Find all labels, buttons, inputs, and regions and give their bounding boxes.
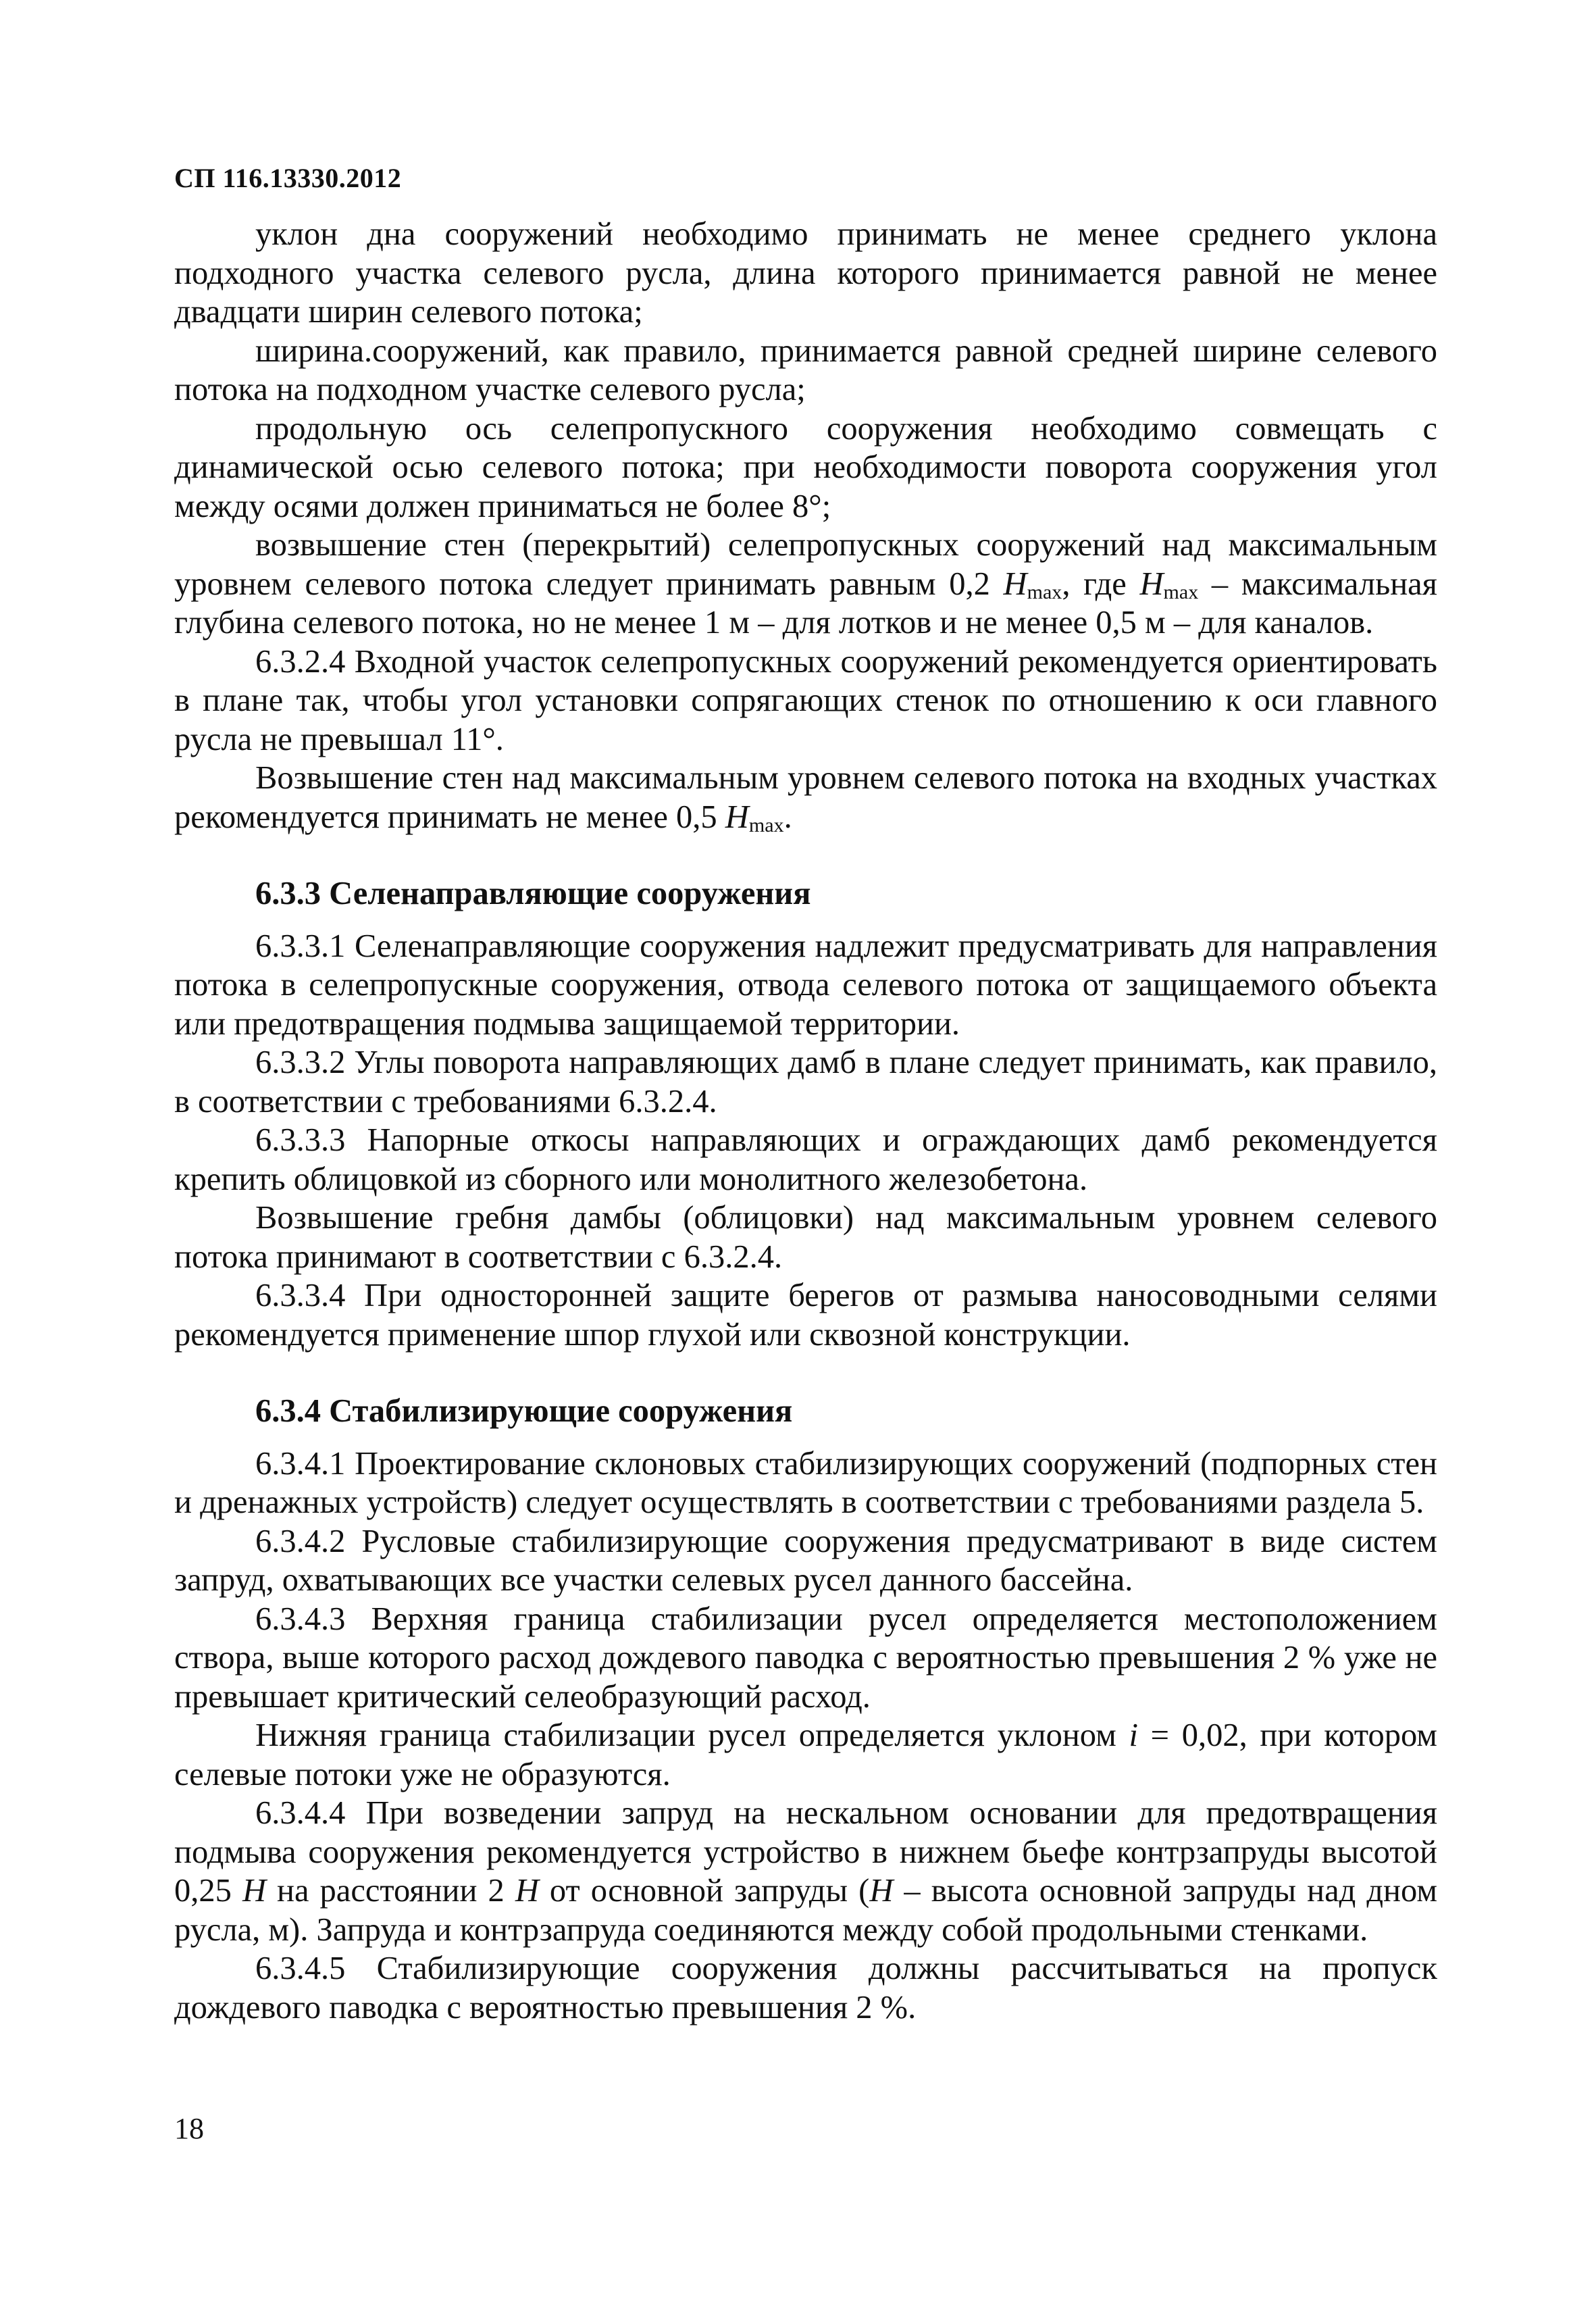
paragraph: продольную ось селепропускного сооружения необходимо совмещать с динамической осью селевого потока; при необходимости поворота сооружения угол между осями должен приниматься не более 8°;: [174, 410, 1437, 524]
paragraph: 6.3.3.4 При односторонней защите берегов от размыва наносоводными селями рекомендуется применение шпор глухой или сквозной конструкции.: [174, 1278, 1437, 1353]
paragraph-wall-elevation: возвышение стен (перекрытий) селепропускных сооружений над максимальным уровнем селевого потока следует принимать равным 0,2 $H_{max}$, где $H_{max}$ – максимальная глубина селевого потока, но не менее 1 м – для лотков и не менее 0,5 м – для каналов.: [174, 527, 1437, 640]
page-body: [174, 215, 1437, 2027]
paragraph: Возвышение гребня дамбы (облицовки) над максимальным уровнем селевого потока принимают в соответствии с 6.3.2.4.: [174, 1200, 1437, 1275]
paragraph: 6.3.3.1 Селенаправляющие сооружения надлежит предусматривать для направления потока в селепропускные сооружения, отвода селевого потока от защищаемого объекта или предотвращения подмыва защищаемой территории.: [174, 928, 1437, 1042]
paragraph-6-3-2-4: 6.3.2.4 Входной участок селепропускных сооружений рекомендуется ориентировать в плане так, чтобы угол установки сопрягающих стенок по отношению к оси главного русла не превышал 11°.: [174, 643, 1437, 757]
paragraph: 6.3.4.2 Русловые стабилизирующие сооружения предусматривают в виде систем запруд, охватывающих все участки селевых русел данного бассейна.: [174, 1523, 1437, 1598]
paragraph-6-3-4-4: 6.3.4.4 При возведении запруд на нескальном основании для предотвращения подмыва сооружения рекомендуется устройство в нижнем бьефе контрзапруды высотой 0,25 H на расстоянии 2 H от основной запруды (H – высота основной запруды над дном русла, м). Запруда и контрзапруда соединяются между собой продольными стенками.: [174, 1795, 1438, 1948]
page-number: 18: [174, 2112, 204, 2145]
paragraph-lower-boundary: Нижняя граница стабилизации русел определяется уклоном i = 0,02, при котором селевые потоки уже не образуются.: [174, 1717, 1437, 1792]
paragraph: 6.3.4.1 Проектирование склоновых стабилизирующих сооружений (подпорных стен и дренажных устройств) следует осуществлять в соответствии с требованиями раздела 5.: [174, 1445, 1437, 1520]
section-heading-6-3-3: 6.3.3 Селенаправляющие сооружения: [255, 876, 811, 911]
section-heading-6-3-4: 6.3.4 Стабилизирующие сооружения: [255, 1393, 793, 1429]
paragraph-6-3-4-5: 6.3.4.5 Стабилизирующие сооружения должны рассчитываться на пропуск дождевого паводка с вероятностью превышения 2 %.: [174, 1951, 1437, 2026]
paragraph: 6.3.4.3 Верхняя граница стабилизации русел определяется местоположением створа, выше которого расход дождевого паводка с вероятностью превышения 2 % уже не превышает критический селеобразующий расход.: [174, 1601, 1437, 1715]
paragraph: ширина.сооружений, как правило, принимается равной средней ширине селевого потока на подходном участке селевого русла;: [174, 332, 1437, 407]
document-code-header: СП 116.13330.2012: [174, 163, 402, 193]
paragraph-inlet-elevation: Возвышение стен над максимальным уровнем селевого потока на входных участках рекомендуется принимать не менее 0,5 $H_{max}$.: [174, 760, 1437, 836]
paragraph: уклон дна сооружений необходимо принимать не менее среднего уклона подходного участка селевого русла, длина которого принимается равной не менее двадцати ширин селевого потока;: [174, 216, 1437, 330]
paragraph: 6.3.3.3 Напорные откосы направляющих и ограждающих дамб рекомендуется крепить облицовкой из сборного или монолитного железобетона.: [174, 1122, 1437, 1197]
paragraph: 6.3.3.2 Углы поворота направляющих дамб в плане следует принимать, как правило, в соответствии с требованиями 6.3.2.4.: [174, 1045, 1437, 1120]
